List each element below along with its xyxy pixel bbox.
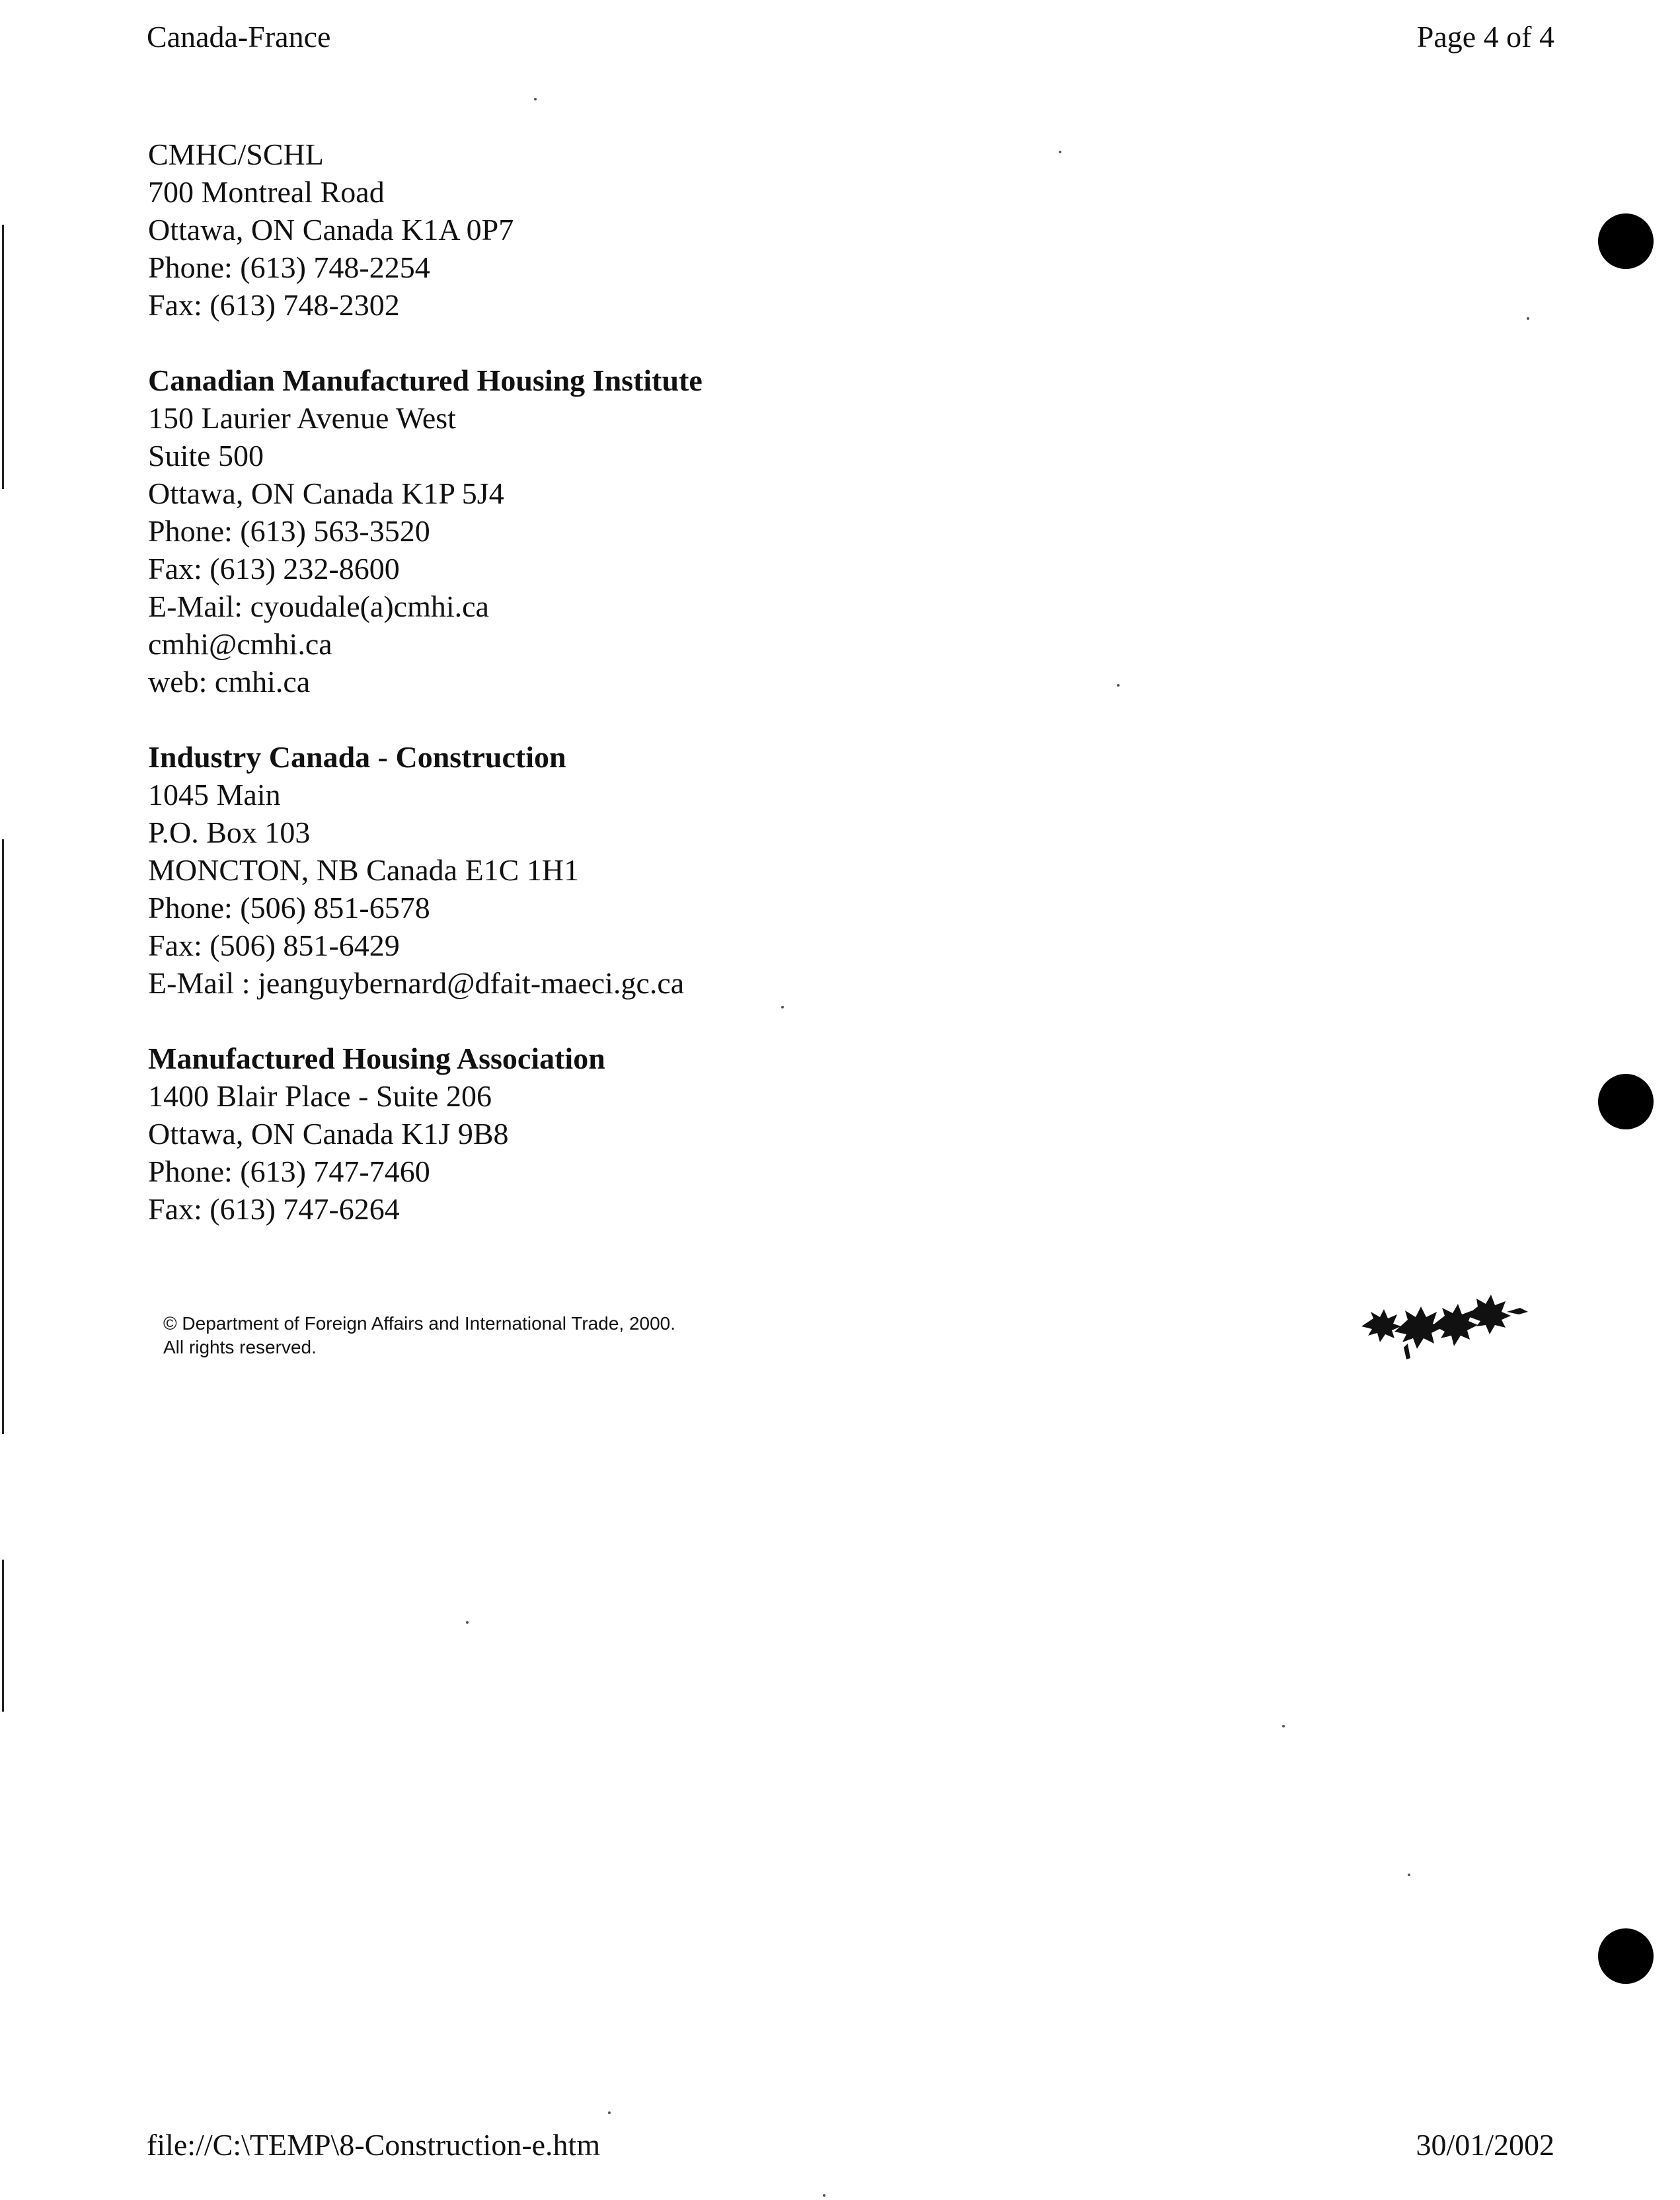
contact-fax: Fax: (613) 232-8600 bbox=[148, 552, 400, 586]
contact-line: 700 Montreal Road bbox=[148, 175, 385, 209]
contact-line: MONCTON, NB Canada E1C 1H1 bbox=[148, 853, 580, 887]
print-date: 30/01/2002 bbox=[1416, 2128, 1554, 2162]
punch-hole bbox=[1598, 1074, 1654, 1129]
contact-fax: Fax: (613) 748-2302 bbox=[148, 288, 400, 322]
contact-line: Suite 500 bbox=[148, 439, 264, 473]
contact-cmhc bbox=[148, 135, 1007, 324]
contact-name: Industry Canada - Construction bbox=[148, 740, 566, 774]
document-title: Canada-France bbox=[147, 20, 331, 54]
contact-email: E-Mail : jeanguybernard@dfait-maeci.gc.ca bbox=[148, 966, 685, 1000]
contact-industry-canada bbox=[148, 738, 1007, 1002]
contact-web: web: cmhi.ca bbox=[148, 665, 311, 699]
contact-email: E-Mail: cyoudale(a)cmhi.ca bbox=[148, 589, 489, 623]
contact-phone: Phone: (613) 563-3520 bbox=[148, 514, 430, 548]
contact-mha bbox=[148, 1040, 1007, 1228]
scan-edge-line bbox=[2, 225, 4, 489]
contact-line: P.O. Box 103 bbox=[148, 816, 311, 849]
contact-phone: Phone: (506) 851-6578 bbox=[148, 891, 430, 925]
contact-list bbox=[148, 135, 1007, 1266]
page-indicator: Page 4 of 4 bbox=[1416, 20, 1554, 54]
contact-line: Ottawa, ON Canada K1J 9B8 bbox=[148, 1117, 509, 1151]
scan-speck bbox=[1408, 1874, 1410, 1876]
contact-phone: Phone: (613) 747-7460 bbox=[148, 1155, 430, 1188]
scan-speck bbox=[466, 1621, 469, 1624]
copyright-notice bbox=[163, 1312, 675, 1359]
contact-line: Ottawa, ON Canada K1A 0P7 bbox=[148, 213, 514, 247]
scan-edge-line bbox=[2, 1560, 4, 1712]
contact-cmhi bbox=[148, 361, 1007, 701]
contact-line: 150 Laurier Avenue West bbox=[148, 401, 456, 435]
scan-speck bbox=[1059, 151, 1061, 153]
punch-hole bbox=[1598, 1928, 1654, 1984]
contact-fax: Fax: (613) 747-6264 bbox=[148, 1192, 400, 1226]
scan-speck bbox=[608, 2111, 611, 2114]
scan-speck bbox=[1117, 684, 1120, 687]
maple-leaf-logo-icon bbox=[1355, 1285, 1533, 1365]
scan-speck bbox=[534, 98, 537, 100]
rights-reserved-line: All rights reserved. bbox=[163, 1337, 317, 1357]
punch-hole bbox=[1598, 213, 1654, 269]
scan-speck bbox=[1527, 317, 1529, 320]
copyright-line: © Department of Foreign Affairs and International Trade, 2000. bbox=[163, 1313, 676, 1334]
contact-phone: Phone: (613) 748-2254 bbox=[148, 250, 430, 284]
scan-speck bbox=[1282, 1725, 1285, 1727]
contact-line: 1400 Blair Place - Suite 206 bbox=[148, 1079, 492, 1113]
contact-name: Canadian Manufactured Housing Institute bbox=[148, 363, 703, 397]
contact-name: Manufactured Housing Association bbox=[148, 1042, 605, 1075]
scan-speck bbox=[781, 1006, 784, 1008]
contact-email: cmhi@cmhi.ca bbox=[148, 627, 332, 661]
contact-line: CMHC/SCHL bbox=[148, 137, 324, 171]
scan-edge-line bbox=[2, 839, 4, 1434]
file-path: file://C:\TEMP\8-Construction-e.htm bbox=[147, 2128, 601, 2162]
contact-fax: Fax: (506) 851-6429 bbox=[148, 929, 400, 962]
contact-line: Ottawa, ON Canada K1P 5J4 bbox=[148, 476, 504, 510]
scan-speck bbox=[823, 2194, 825, 2197]
contact-line: 1045 Main bbox=[148, 778, 281, 812]
